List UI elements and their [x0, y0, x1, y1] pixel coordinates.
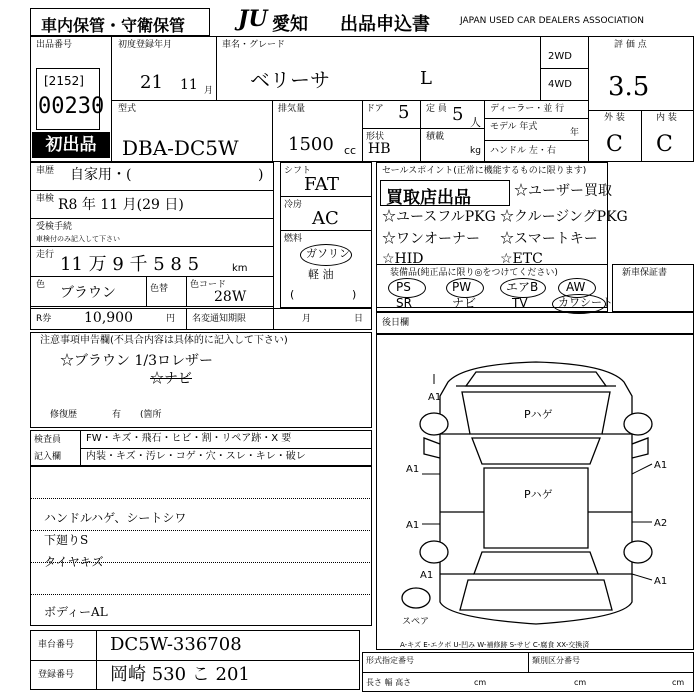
inspector-label: 検査員	[34, 435, 62, 445]
first-reg-label: 初度登録年月	[118, 40, 173, 50]
damage-mark: A2	[654, 518, 668, 529]
lot-number: 00230	[38, 94, 105, 119]
notes-box	[30, 332, 372, 428]
storage-badge-text: 車内保管・守衛保管	[41, 16, 186, 35]
capacity-label: 定 員	[426, 104, 447, 114]
receive-label: 受検手続	[36, 222, 73, 232]
equip-leather: カワシート	[558, 296, 613, 309]
mileage-value: 11 万 9 千 5 8 5	[60, 254, 200, 275]
divider	[30, 190, 274, 191]
fuel-other-close: )	[352, 288, 357, 301]
name-change-label: 名変通知期限	[192, 314, 247, 324]
interior-label: 内 装	[656, 113, 677, 123]
lot-label: 出品番号	[36, 40, 73, 50]
receive-sub: 車検付のみ記入して下さい	[36, 235, 120, 243]
later-label: 後日欄	[382, 318, 410, 328]
class-number-label: 類別区分番号	[532, 656, 580, 665]
colorchange-label: 色替	[150, 284, 169, 294]
recycle-unit: 円	[166, 314, 176, 324]
divider	[420, 100, 421, 162]
notes-label: 注意事項申告欄(不具合内容は具体的に記入して下さい)	[40, 335, 288, 346]
mileage-label: 走行	[36, 250, 55, 260]
dealer-label: ディーラー・並 行	[490, 104, 565, 114]
capacity-unit: 人	[470, 116, 481, 129]
selling-point-5: ☆スマートキー	[500, 231, 598, 247]
divider	[146, 276, 147, 306]
rule	[30, 530, 372, 531]
divider	[30, 246, 274, 247]
spare-label: スペア	[402, 617, 430, 627]
warranty-label: 新車保証書	[622, 268, 668, 278]
damage-mark: A1	[406, 464, 420, 475]
dimension-unit: cm	[672, 678, 685, 687]
displacement-label: 排気量	[278, 104, 306, 114]
divider	[96, 630, 97, 690]
divider	[30, 660, 360, 661]
ju-logo: JU	[238, 6, 268, 32]
recycle-label: R券	[36, 314, 52, 324]
divider	[30, 218, 274, 219]
usage-value: 自家用・(	[70, 167, 132, 183]
dimension-unit: cm	[574, 678, 587, 687]
selling-point-4: ☆ワンオーナー	[382, 231, 480, 247]
model-label: 型式	[118, 104, 137, 114]
repair-value: 有	[112, 410, 122, 420]
interior-grade: C	[656, 132, 673, 157]
equip-aw: AW	[566, 280, 586, 294]
carname-label: 車名・グレード	[222, 40, 286, 50]
inspection-label: 車検	[36, 194, 55, 204]
divider	[80, 448, 372, 449]
body-shape: HB	[368, 141, 391, 157]
lot-code: [2152]	[44, 74, 84, 88]
inspection-date: R8 年 11 月(29 日)	[58, 197, 184, 213]
inspector-interior: 内装・キズ・汚レ・コゲ・穴・スレ・キレ・破レ	[86, 451, 306, 462]
equip-pw: PW	[452, 280, 472, 294]
equip-circle	[552, 294, 606, 314]
type-number-label: 形式指定番号	[366, 656, 414, 665]
selling-point-3: ☆クルージングPKG	[500, 209, 628, 225]
divider	[216, 36, 217, 100]
equip-airbag: エアB	[506, 280, 539, 294]
selling-main: 買取店出品	[386, 188, 471, 208]
hand-note-3: タイヤキズ	[44, 555, 104, 569]
divider	[484, 118, 588, 119]
displacement-unit: cc	[344, 144, 357, 157]
recycle-fee: 10,900	[84, 310, 133, 326]
divider	[30, 276, 274, 277]
selling-label: セールスポイント(正常に機能するものに限ります)	[382, 166, 587, 176]
inspector-label-2: 記入欄	[34, 452, 62, 462]
dimension-label: 長さ 幅 高さ	[366, 678, 412, 687]
repair-label: 修復歴	[50, 410, 78, 420]
color-label: 色	[36, 280, 46, 290]
divider	[528, 652, 529, 672]
inspector-exterior: FW・キズ・飛石・ヒビ・割・リペア跡・X 要	[86, 433, 292, 444]
association-name: JAPAN USED CAR DEALERS ASSOCIATION	[460, 16, 644, 26]
equip-circle	[500, 278, 546, 298]
mileage-unit: km	[232, 263, 248, 274]
equip-circle	[388, 278, 426, 298]
hand-note-2: 下廻りS	[44, 533, 89, 547]
damage-mark: A1	[420, 570, 434, 581]
load-unit: kg	[470, 146, 481, 156]
paint-peel-roof: Pハゲ	[524, 488, 553, 501]
damage-legend: A-キズ E-エクボ U-凹み W-補修跡 S-サビ C-腐食 XX-交換済	[400, 641, 590, 649]
equip-navi: ナビ	[452, 296, 477, 310]
divider	[112, 100, 588, 101]
divider	[30, 306, 274, 307]
damage-mark: A1	[406, 520, 420, 531]
score-value: 3.5	[608, 72, 650, 102]
notes-line-1: ☆ブラウン 1/3ロレザー	[60, 353, 213, 369]
equip-ps: PS	[396, 280, 411, 294]
door-label: ドア	[366, 104, 384, 114]
divider	[80, 430, 81, 466]
displacement: 1500	[288, 134, 334, 155]
month-unit: 月	[204, 86, 214, 96]
door-count: 5	[398, 102, 410, 123]
hand-note-1: ハンドルハゲ、シートシワ	[44, 511, 187, 525]
rule	[30, 498, 372, 499]
damage-mark: A1	[654, 576, 668, 587]
first-listing-badge: 初出品	[32, 132, 110, 158]
name-change-month: 月	[302, 314, 312, 324]
name-change-day: 日	[354, 314, 364, 324]
shift-label: シフト	[284, 166, 312, 176]
divider	[362, 128, 484, 129]
divider	[272, 100, 273, 162]
divider	[186, 308, 187, 330]
car-name: ベリーサ	[250, 68, 330, 92]
divider	[280, 230, 372, 231]
exterior-label: 外 装	[604, 113, 625, 123]
plate-label: 登録番号	[38, 670, 75, 680]
drive-2wd: 2WD	[548, 51, 572, 62]
capacity: 5	[452, 104, 464, 125]
ac-label: 冷房	[284, 200, 303, 210]
score-label: 評 価 点	[614, 40, 647, 50]
divider	[540, 68, 588, 69]
equipment-label: 装備品(純正品に限り◎をつけてください)	[390, 268, 558, 278]
usage-close: )	[258, 167, 264, 183]
modelyear-label: モデル 年式	[490, 122, 538, 132]
year-unit: 年	[570, 128, 580, 138]
damage-mark: A1	[654, 460, 668, 471]
color-value: ブラウン	[60, 285, 116, 301]
divider	[484, 100, 485, 162]
fuel-other: (	[290, 288, 295, 301]
divider	[588, 36, 589, 162]
notes-line-2: ☆ナビ	[150, 371, 192, 387]
handle-label: ハンドル 左・右	[490, 146, 556, 156]
equip-tv: TV	[512, 296, 528, 310]
chassis-number: DC5W-336708	[110, 634, 242, 655]
fuel-label: 燃料	[284, 234, 303, 244]
usage-label: 車歴	[36, 166, 55, 176]
hand-note-4: ボディーAL	[44, 605, 108, 619]
car-grade: L	[420, 68, 432, 89]
divider	[280, 196, 372, 197]
fuel-value: ガソリン	[306, 247, 350, 260]
divider	[641, 110, 642, 162]
fuel-diesel: 軽 油	[308, 268, 334, 281]
exterior-grade: C	[606, 132, 623, 157]
colorcode-label: 色コード	[190, 280, 227, 290]
colorcode-value: 28W	[214, 289, 247, 305]
divider	[362, 100, 363, 162]
first-reg-month: 11	[180, 77, 198, 93]
ac-value: AC	[312, 208, 339, 229]
damage-mark: A1	[428, 392, 442, 403]
equip-sr: SR	[396, 296, 412, 310]
org-name: 愛知	[272, 14, 308, 35]
selling-point-2: ☆ユースフルPKG	[382, 209, 496, 225]
repair-place: (箇所	[140, 410, 162, 420]
load-label: 積載	[426, 132, 445, 142]
model-code: DBA-DC5W	[122, 136, 239, 160]
form-title: 出品申込書	[340, 14, 430, 35]
divider	[362, 672, 694, 673]
selling-point-1: ☆ユーザー買取	[514, 183, 612, 199]
divider	[186, 276, 187, 306]
shift-value: FAT	[304, 174, 339, 195]
selling-point-6: ☆HID	[382, 251, 424, 267]
first-reg-year: 21	[140, 72, 163, 93]
paint-peel-front: Pハゲ	[524, 408, 553, 421]
divider	[484, 140, 588, 141]
equip-circle	[446, 278, 484, 298]
storage-badge	[30, 8, 210, 36]
shape-label: 形状	[366, 132, 385, 142]
drive-4wd: 4WD	[548, 79, 572, 90]
later-row	[376, 312, 694, 334]
rule	[30, 594, 372, 595]
selling-point-7: ☆ETC	[500, 251, 543, 267]
dimension-unit: cm	[474, 678, 487, 687]
chassis-label: 車台番号	[38, 640, 75, 650]
car-diagram	[376, 334, 694, 650]
plate-number: 岡崎 530 こ 201	[110, 664, 250, 685]
